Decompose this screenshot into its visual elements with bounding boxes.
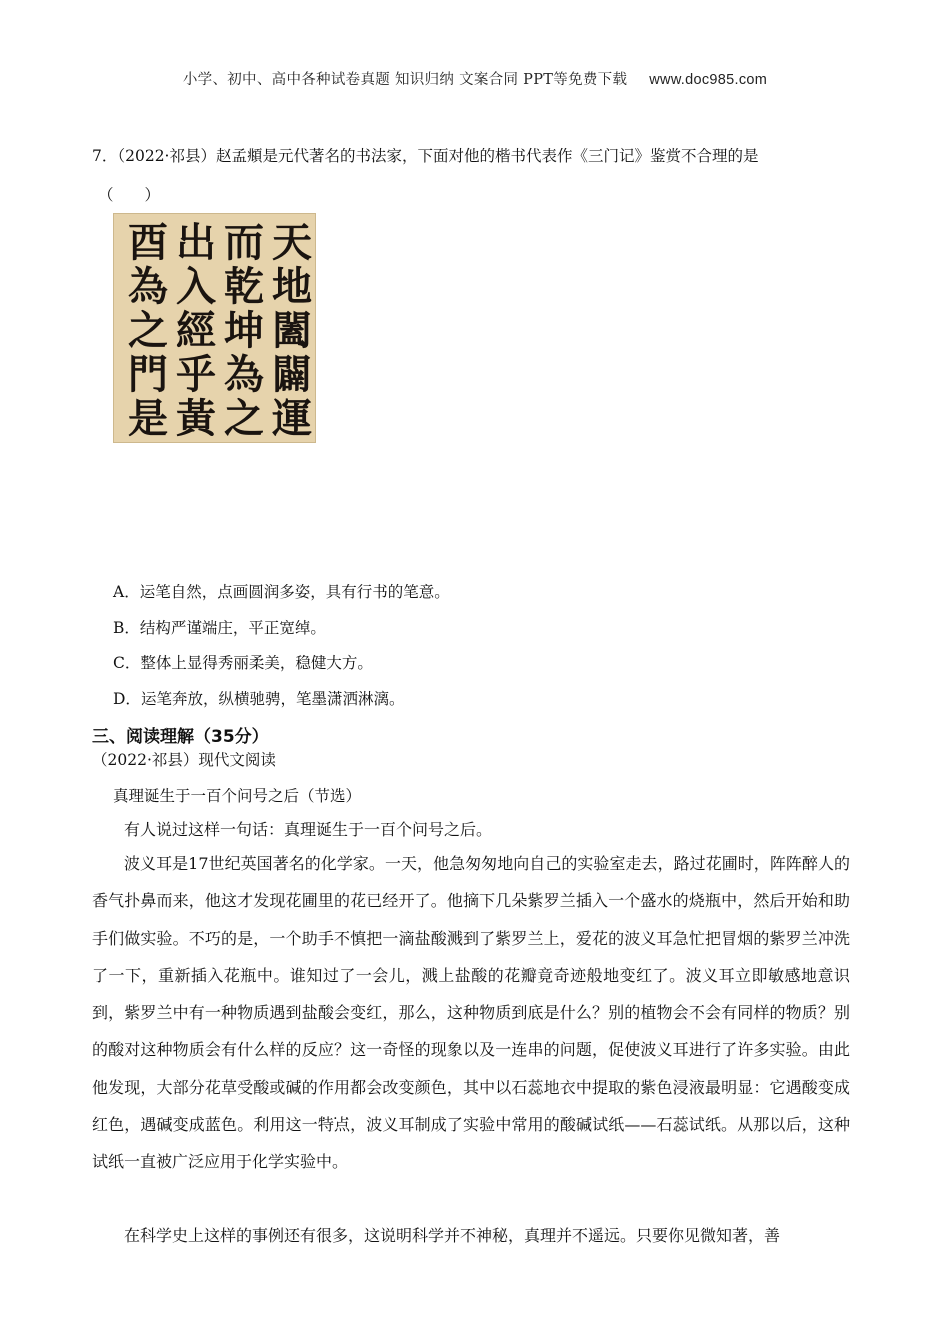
option-label: D． [113,689,141,708]
option-text: 运笔奔放，纵横驰骋，笔墨潇洒淋漓。 [140,689,405,708]
paragraph-2-text-end: ，波义耳制成了实验中常用的酸碱试纸——石蕊试纸。从那以后，这种试纸一直被广泛应用于化学实验中。 [92,1115,850,1172]
page-header [0,68,950,89]
option-d[interactable] [113,687,450,723]
option-text: 整体上显得秀丽柔美，稳健大方。 [140,654,373,672]
option-text: 运笔自然，点画圆润多姿，具有行书的笔意。 [139,583,450,601]
options-list [113,580,450,722]
paragraph-2-text: 波义耳是17世纪英国著名的化学家。一天，他急匆匆地向自己的实验室走去，路过花圃时，阵阵醉人的香气扑鼻而来，他这才发现花圃里的花已经开了。他摘下几朵紫罗兰插入一个盛水的烧瓶中，然后开始和助手们做实验。不巧的是，一个助手不慎把一滴盐酸溅到了紫罗兰上，爱花的波义耳急忙把冒烟的紫罗兰冲洗了一下，重新插入花瓶中。谁知过了一会儿，溅上盐酸的花瓣竟奇迹般地变红了。波义耳立即敏感地意识到，紫罗兰中有一种物质遇到盐酸会变红，那么，这种物质到底是什么？别的植物会不会有同样的物质？别的酸对这种物质会有什么样的反应？这一奇怪的现象以及一连串的问题，促使波义耳进行了许多实验。由此他发现，大部分花草受酸或碱的作用都会改变颜色，其中以石蕊地衣中提取的紫色浸液最明显：它遇酸变成红色，遇碱变成蓝色。利用 [92,854,850,1135]
option-label: A． [113,583,140,601]
calligraphy-char: 坤 [224,307,264,354]
header-url[interactable]: www.doc985.com [649,72,768,88]
paragraph-1: 有人说过这样一句话：真理诞生于一百个问号之后。 [124,820,493,839]
section-source: （2022·祁县）现代文阅读 [92,751,276,769]
calligraphy-char: 之 [128,307,168,354]
calligraphy-char: 乾 [224,263,264,310]
calligraphy-char: 而 [224,219,264,266]
option-label: C． [113,654,141,672]
calligraphy-char: 闔 [272,307,312,354]
answer-blank: （ ） [98,186,161,204]
header-text: 小学、初中、高中各种试卷真题 知识归纳 文案合同 PPT等免费下载 [182,72,628,88]
option-a[interactable] [113,580,450,616]
option-c[interactable] [113,651,450,687]
calligraphy-char: 入 [176,263,216,310]
calligraphy-char: 闢 [272,351,312,398]
paragraph-3: 在科学史上这样的事例还有很多，这说明科学并不神秘，真理并不遥远。只要你见微知著，善 [124,1226,781,1245]
calligraphy-char: 門 [128,351,168,398]
calligraphy-image [113,213,316,443]
calligraphy-char: 是 [128,395,168,442]
article-title: 真理诞生于一百个问号之后（节选） [113,787,362,805]
option-label: B． [113,618,140,637]
calligraphy-characters [114,214,316,443]
calligraphy-char: 經 [176,307,216,354]
calligraphy-char: 為 [128,263,168,310]
section-title: 三、阅读理解（35分） [92,727,269,747]
calligraphy-char: 地 [272,263,312,310]
option-b[interactable] [113,616,450,652]
calligraphy-char: 運 [272,395,312,442]
paragraph-2 [92,845,850,1181]
calligraphy-char: 乎 [176,351,216,398]
calligraphy-char: 出 [176,219,216,266]
calligraphy-char: 之 [224,395,264,442]
emphasized-phrase: 这一特点 · · · · [286,1115,351,1134]
calligraphy-char: 黃 [176,395,216,442]
option-text: 结构严谨端庄，平正宽绰。 [139,618,326,637]
calligraphy-char: 為 [224,351,264,398]
calligraphy-char: 酉 [128,219,168,266]
question-stem: 7．（2022·祁县）赵孟頫是元代著名的书法家，下面对他的楷书代表作《三门记》鉴赏不合理的是 [92,147,759,165]
calligraphy-char: 天 [272,219,312,266]
